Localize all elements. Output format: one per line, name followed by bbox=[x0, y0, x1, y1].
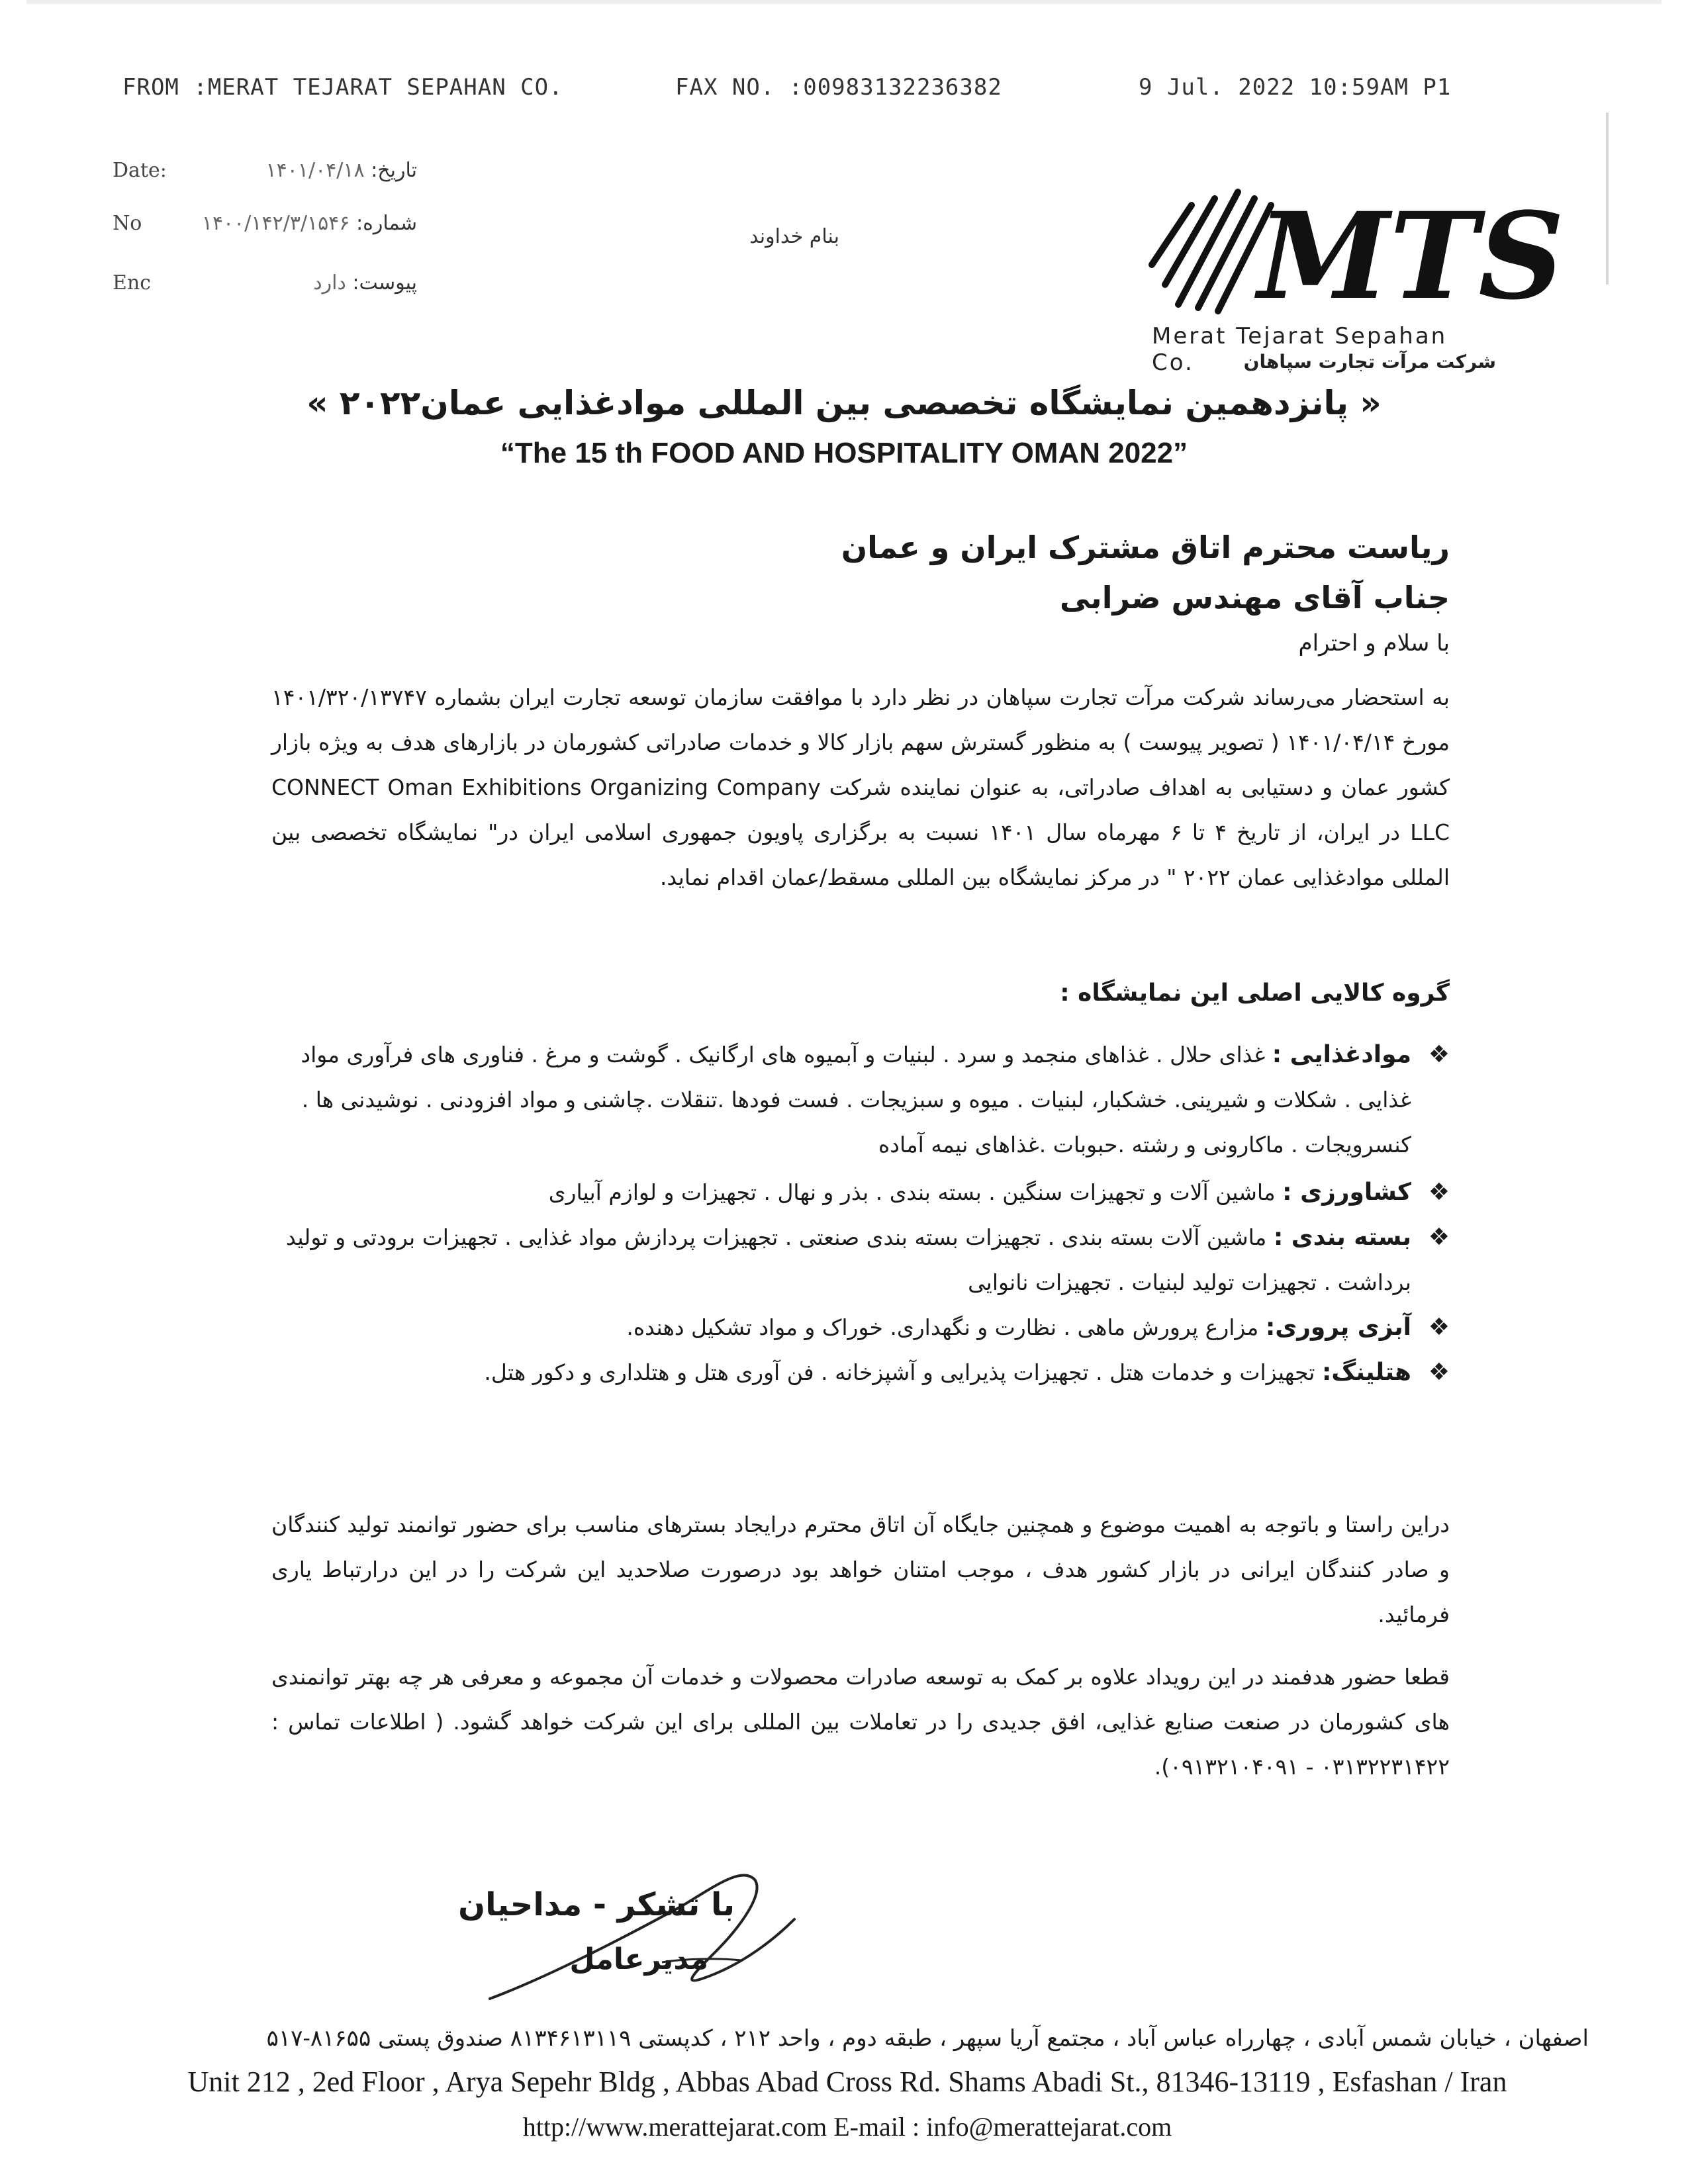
group-head: آبزی پروری: bbox=[1265, 1314, 1411, 1341]
group-text: تجهیزات و خدمات هتل . تجهیزات پذیرایی و آشپزخانه . فن آوری هتل و هتلداری و دکور هتل. bbox=[484, 1359, 1315, 1385]
bullet-icon: ❖ bbox=[1428, 1314, 1450, 1341]
recipient-line-1: ریاست محترم اتاق مشترک ایران و عمان bbox=[841, 529, 1450, 565]
fax-from: FROM :MERAT TEJARAT SEPAHAN CO. bbox=[122, 74, 563, 101]
title-english: “The 15 th FOOD AND HOSPITALITY OMAN 2022” bbox=[500, 437, 1188, 469]
scan-artifact bbox=[1606, 113, 1609, 285]
group-text: مزارع پرورش ماهی . نظارت و نگهداری. خوراک و مواد تشکیل دهنده. bbox=[626, 1314, 1259, 1340]
group-head: کشاورزی : bbox=[1282, 1179, 1411, 1206]
fax-number: FAX NO. :00983132236382 bbox=[675, 74, 1002, 101]
group-text: ماشین آلات بسته بندی . تجهیزات بسته بندی صنعتی . تجهیزات پردازش مواد غذایی . تجهیزات برودتی و تولید برداشت . تجهیزات تولید لبنیات . تجهیزات نانوایی bbox=[286, 1224, 1411, 1295]
group-head: هتلینگ: bbox=[1322, 1359, 1411, 1386]
bismillah: بنام خداوند bbox=[749, 225, 839, 248]
number-label-fa: شماره: bbox=[356, 212, 417, 235]
group-item-packaging bbox=[265, 1215, 1450, 1305]
group-head: موادغذایی : bbox=[1272, 1041, 1411, 1068]
enclosure-label-en: Enc bbox=[113, 271, 152, 295]
group-text: غذای حلال . غذاهای منجمد و سرد . لبنیات و آبمیوه های ارگانیک . گوشت و مرغ . فناوری های فرآوری مواد غذایی . شکلات و شیرینی. خشکبار، لبنیات . میوه و سبزیجات . فست فودها .تنقلات .چاشنی و مواد افزودنی . نوشیدنی ها . کنسرویجات . ماکارونی و رشته .حبوبات .غذاهای نیمه آماده bbox=[301, 1042, 1411, 1158]
group-item-food bbox=[265, 1032, 1450, 1167]
title-persian: « پانزدهمین نمایشگاه تخصصی بین المللی موادغذایی عمان۲۰۲۲ » bbox=[306, 384, 1382, 422]
group-head: بسته بندی : bbox=[1273, 1224, 1411, 1251]
greeting: با سلام و احترام bbox=[1298, 630, 1450, 657]
footer-address-en: Unit 212 , 2ed Floor , Arya Sepehr Bldg , Abbas Abad Cross Rd. Shams Abadi St., 81346-13119 , Esfashan / Iran bbox=[187, 2066, 1507, 2098]
number-label-en: No bbox=[113, 212, 142, 235]
group-item-aquaculture bbox=[265, 1305, 1450, 1350]
footer-address-fa: اصفهان ، خیابان شمس آبادی ، چهارراه عباس آباد ، مجتمع آریا سپهر ، طبقه دوم ، واحد ۲۱۲ ، کدپستی ۸۱۳۴۶۱۳۱۱۹ صندوق پستی ۸۱۶۵۵-۵۱۷ bbox=[266, 2025, 1589, 2052]
number-value: ۱۴۰۰/۱۴۲/۳/۱۵۴۶ bbox=[201, 212, 350, 235]
paragraph-closing: قطعا حضور هدفمند در این رویداد علاوه بر کمک به توسعه صادرات محصولات و خدمات آن مجموعه و معرفی هر چه بهتر توانمندی های کشورمان در صنعت صنایع غذایی، افق جدیدی را در تعاملات بین المللی برای این شرکت خواهد گشود. ( اطلاعات تماس : ۰۳۱۳۲۲۳۱۴۲۲ - ۰۹۱۳۲۱۰۴۰۹۱). bbox=[271, 1664, 1450, 1780]
logo-mark: MTS bbox=[1258, 187, 1565, 326]
enclosure-value: دارد bbox=[313, 271, 346, 295]
date-value: ۱۴۰۱/۰۴/۱۸ bbox=[265, 159, 365, 182]
date-row bbox=[113, 159, 417, 182]
number-row bbox=[113, 212, 417, 235]
recipient-line-2: جناب آقای مهندس ضرابی bbox=[1059, 580, 1450, 615]
signature-title: مدیرعامل bbox=[569, 1942, 708, 1976]
paragraph-request: دراین راستا و باتوجه به اهمیت موضوع و همچنین جایگاه آن اتاق محترم درایجاد بسترهای مناسب برای حضور توانمند تولید کنندگان و صادر کنندگان ایرانی در بازار کشور هدف ، موجب امتنان خواهد بود درصورت صلاحدید این شرکت را در این درارتباط یاری فرمائید. bbox=[271, 1512, 1450, 1627]
groups-heading: گروه کالایی اصلی این نمایشگاه : bbox=[1060, 979, 1450, 1007]
scan-edge bbox=[26, 0, 1662, 4]
date-label-en: Date: bbox=[113, 159, 167, 182]
group-item-agriculture bbox=[265, 1170, 1450, 1215]
bullet-icon: ❖ bbox=[1428, 1224, 1450, 1251]
enclosure-row bbox=[113, 271, 417, 295]
fax-datetime: 9 Jul. 2022 10:59AM P1 bbox=[1139, 74, 1452, 101]
enclosure-label-fa: پیوست: bbox=[352, 271, 417, 295]
handwritten-signature bbox=[463, 1846, 861, 2019]
signature-thanks: با تشکر - مداحیان bbox=[458, 1886, 735, 1923]
bullet-icon: ❖ bbox=[1428, 1359, 1450, 1386]
footer-contact: http://www.merattejarat.com E-mail : info@merattejarat.com bbox=[522, 2112, 1172, 2142]
company-name-en: Merat Tejarat Sepahan Co. bbox=[1152, 323, 1448, 376]
group-text: ماشین آلات و تجهیزات سنگین . بسته بندی . بذر و نهال . تجهیزات و لوازم آبیاری bbox=[548, 1179, 1276, 1205]
bullet-icon: ❖ bbox=[1428, 1179, 1450, 1206]
company-name-fa: شرکت مرآت تجارت سپاهان bbox=[1243, 351, 1496, 373]
bullet-icon: ❖ bbox=[1428, 1041, 1450, 1068]
paragraph-intro: به استحضار می‌رساند شرکت مرآت تجارت سپاهان در نظر دارد با موافقت سازمان توسعه تجارت ایران بشماره ۱۴۰۱/۳۲۰/۱۳۷۴۷ مورخ ۱۴۰۱/۰۴/۱۴ ( تصویر پیوست ) به منظور گسترش سهم بازار کالا و خدمات صادراتی کشورمان در بازارهای هدف به ویژه بازار کشور عمان و دستیابی به اهداف صادراتی، به عنوان نماینده شرکت CONNECT Oman Exhibitions Organizing Company LLC در ایران، از تاریخ ۴ تا ۶ مهرماه سال ۱۴۰۱ نسبت به برگزاری پاویون جمهوری اسلامی ایران در" نمایشگاه تخصصی بین المللی موادغذایی عمان ۲۰۲۲ " در مرکز نمایشگاه بین المللی مسقط/عمان اقدام نماید. bbox=[271, 684, 1450, 890]
group-item-hoteling bbox=[265, 1350, 1450, 1395]
date-label-fa: تاریخ: bbox=[371, 159, 417, 182]
